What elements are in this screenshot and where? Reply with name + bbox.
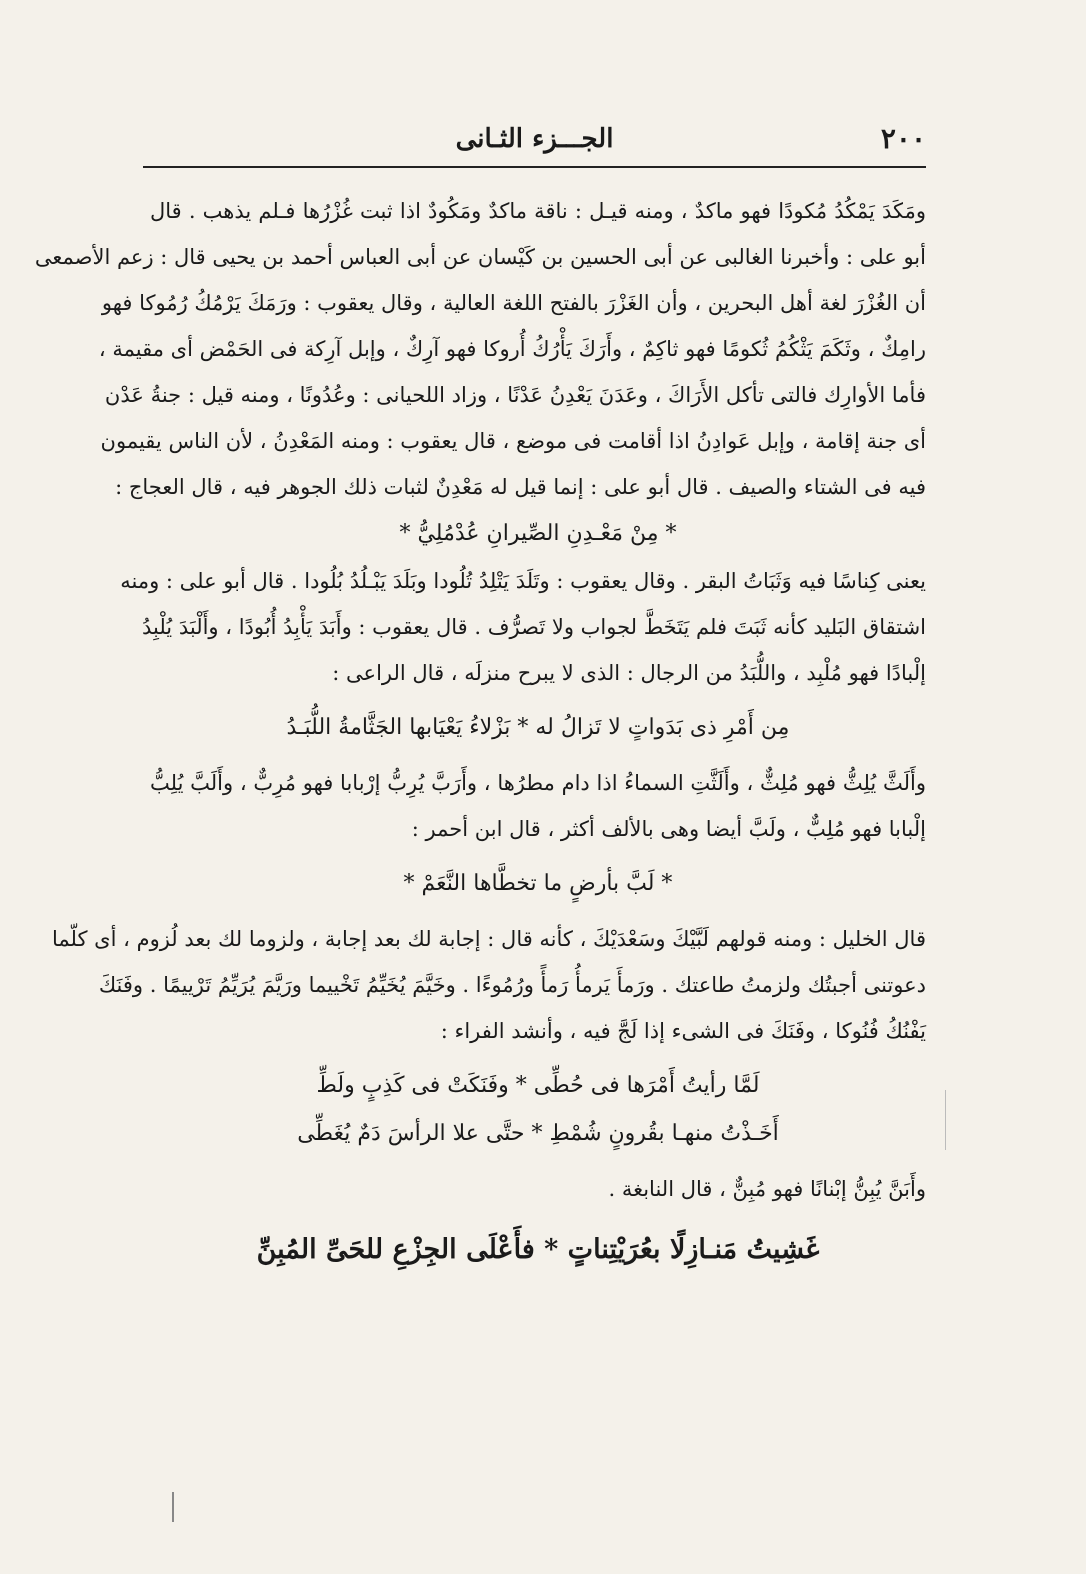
page-number: ٢٠٠ <box>880 122 926 155</box>
page-body <box>34 188 926 1280</box>
running-title: الجـــزء الثـانى <box>455 124 614 154</box>
text-line: يعنى كِناسًا فيه وَثَبَاتُ البقر . وقال يعقوب : وتَلَدَ يَتْلِدُ تُلُودا وبَلَدَ يَبْـلُدُ بُلُودا . قال أبو على : ومنه <box>120 569 926 593</box>
margin-mark <box>172 1492 174 1522</box>
margin-mark <box>945 1090 946 1150</box>
text-line: إلْبابا فهو مُلِبٌّ ، ولَبَّ أيضا وهى بالألف أكثر ، قال ابن أحمر : <box>411 817 926 841</box>
text-line: يَفْنُكُ فُنُوكا ، وفَنَكَ فى الشىء إذا لَجَّ فيه ، وأنشد الفراء : <box>440 1019 926 1043</box>
verse-line: * لَبَّ بأرضٍ ما تخطَّاها النَّعَمْ * <box>403 871 673 896</box>
text-line: فأما الأوارِك فالتى تأكل الأَرَاكَ ، وعَدَنَ يَعْدِنُ عَدْنًا ، وزاد اللحيانى : وعُدُونًا ، ومنه قيل : جنةُ عَدْن <box>104 383 926 407</box>
text-line: رامِكٌ ، وثَكَمَ يَثْكُمُ ثُكومًا فهو ثاكِمٌ ، وأَرَكَ يَأْرُكُ أُروكا فهو آرِكٌ ، وإبل آرِكة فى الحَمْض أى مقيمة ، <box>98 337 926 361</box>
verse-line: أَخَـذْتُ منهـا بقُرونٍ شُمْطِ * حتَّى علا الرأسَ دَمٌ يُغَطِّى <box>297 1121 779 1146</box>
text-line: وأَلَثَّ يُلِثُّ فهو مُلِثٌّ ، وأَلَثَّتِ السماءُ اذا دام مطرُها ، وأَرَبَّ يُرِبُّ إرْبابا فهو مُرِبٌّ ، وأَلَبَّ يُلِبُّ <box>150 771 926 795</box>
verse-line-bold: غَشِيتُ مَنـازِلًا بعُرَيْتِناتٍ * فأَعْلَى الجِزْعِ للحَىِّ المُبِنِّ <box>256 1234 820 1265</box>
text-line: أبو على : وأخبرنا الغالبى عن أبى الحسين بن كَيْسان عن أبى العباس أحمد بن يحيى قال : زعم الأصمعى <box>34 245 926 269</box>
text-line: إلْبادًا فهو مُلْبِد ، واللُّبَدُ من الرجال : الذى لا يبرح منزلَه ، قال الراعى : <box>332 661 926 685</box>
text-line: ومَكَدَ يَمْكُدُ مُكودًا فهو ماكدٌ ، ومنه قيـل : ناقة ماكدٌ ومَكُودٌ اذا ثبت غُزْرُها فـلم يذهب . قال <box>150 199 926 223</box>
text-line: قال الخليل : ومنه قولهم لَبَّيْكَ وسَعْدَيْكَ ، كأنه قال : إجابة لك بعد إجابة ، ولزوما لك بعد لُزوم ، أى كلّما <box>52 927 926 951</box>
verse-line: لَمَّا رأيتُ أَمْرَها فى حُطِّى * وفَنَكَتْ فى كَذِبٍ ولَطِّ <box>316 1073 760 1098</box>
text-line: وأَبَنَّ يُبِنُّ إبْنانًا فهو مُبِنٌّ ، قال النابغة . <box>608 1177 926 1201</box>
text-line: فيه فى الشتاء والصيف . قال أبو على : إنما قيل له مَعْدِنٌ لثبات ذلك الجوهر فيه ، قال العجاج : <box>115 475 926 499</box>
page-header <box>143 122 926 168</box>
text-line: اشتقاق البَليد كأنه ثَبَتَ فلم يَتَخَطَّ لجواب ولا تَصرُّف . قال يعقوب : وأَبَدَ يَأْبِدُ أُبُودًا ، وأَلْبَدَ يُلْبِدُ <box>142 615 926 639</box>
verse-line: مِن أَمْرِ ذى بَدَواتٍ لا تَزالُ له * بَزْلاءُ يَعْيَابها الجَثَّامةُ اللُّبَـدُ <box>286 715 790 740</box>
text-line: أن الغُزْرَ لغة أهل البحرين ، وأن الغَزْرَ بالفتح اللغة العالية ، وقال يعقوب : ورَمَكَ يَرْمُكُ رُمُوكا فهو <box>101 291 926 315</box>
text-line: أى جنة إقامة ، وإبل عَوادِنُ اذا أقامت فى موضع ، قال يعقوب : ومنه المَعْدِنُ ، لأن الناس يقيمون <box>100 429 926 453</box>
text-line: دعوتنى أجبتُك ولزمتُ طاعتك . ورَمأَ يَرمأُ رَمأً ورُمُوءًا . وخَيَّمَ يُخَيِّمُ تَخْييما ورَيَّمَ يُرَيِّمُ تَرْييمًا . وفَنَكَ <box>98 973 926 997</box>
verse-line: * مِنْ مَعْـدِنِ الصِّيرانِ عُدْمُلِيُّ * <box>399 521 677 546</box>
